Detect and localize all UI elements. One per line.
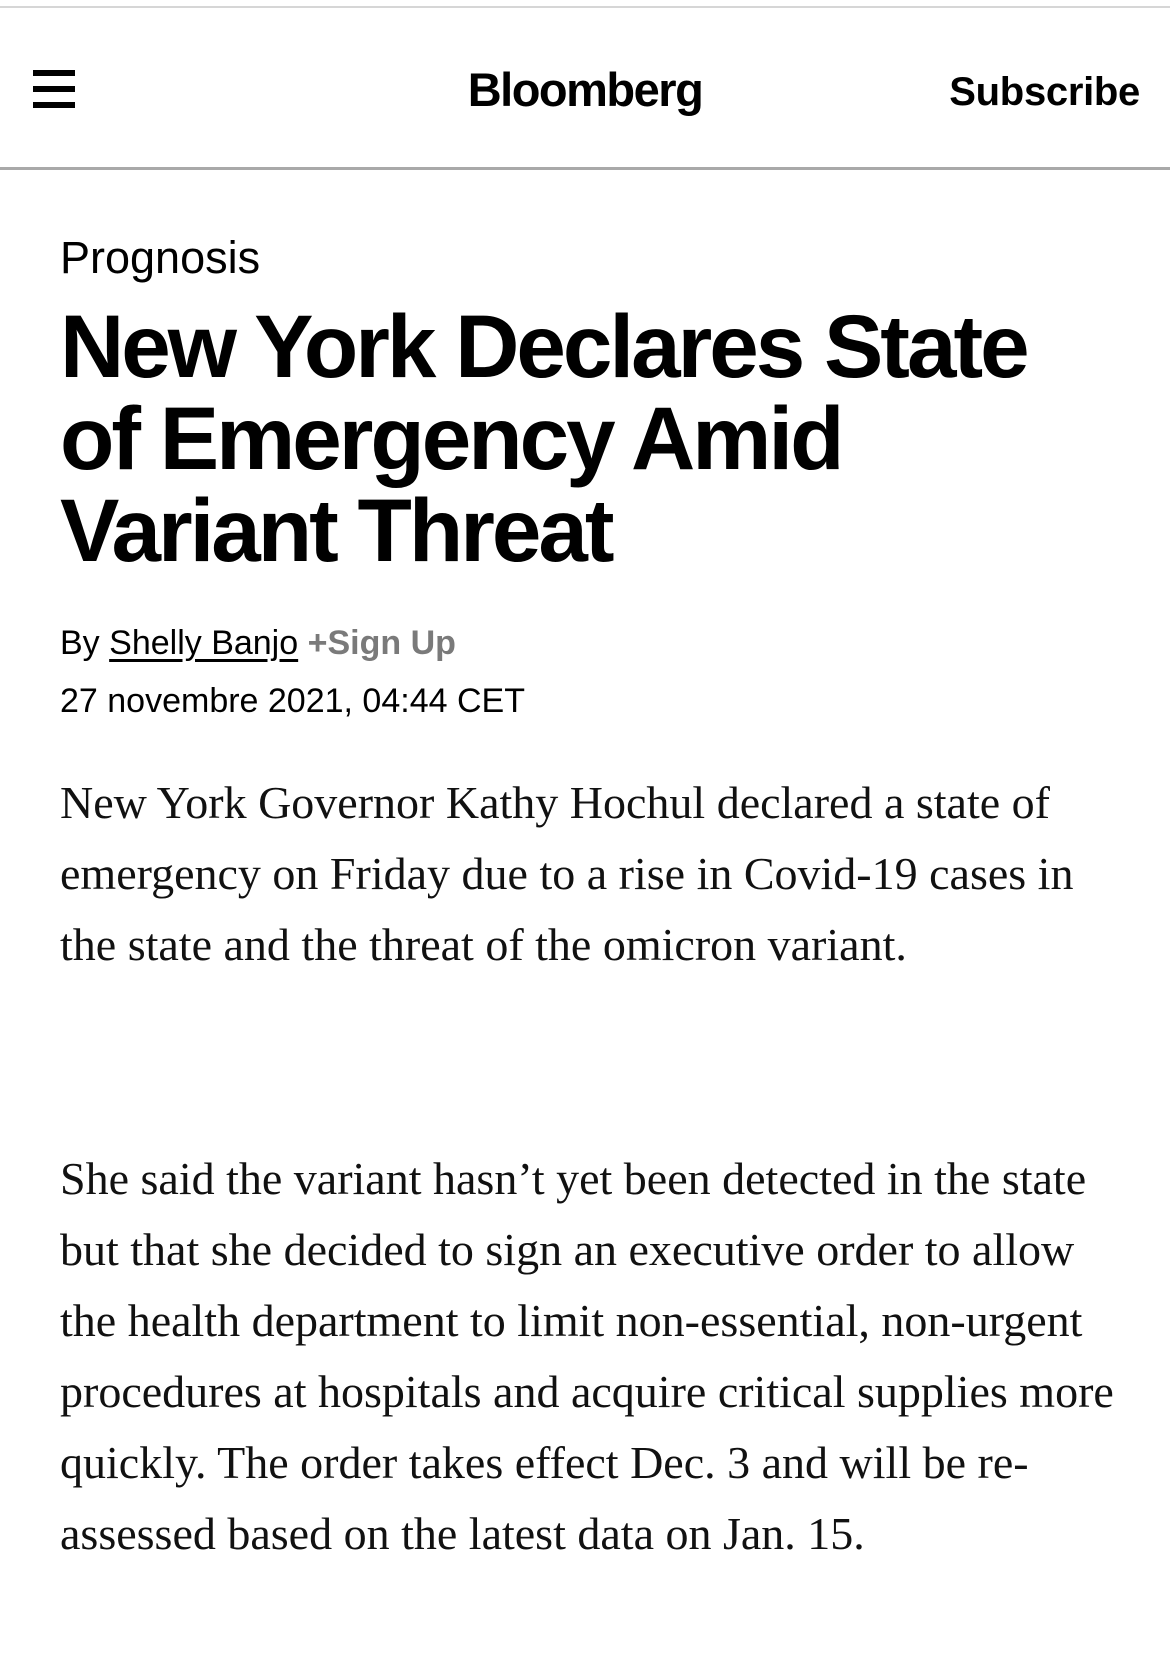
- author-signup-link[interactable]: +Sign Up: [307, 624, 456, 662]
- byline: [60, 624, 456, 663]
- site-header: [0, 8, 1170, 170]
- article-paragraph: She said the variant hasn’t yet been detected in the state but that she decided to sign an executive order to allow the health department to limit non-essential, non-urgent procedures at hospitals and acquire critical supplies more quickly. The order takes effect Dec. 3 and will be re-assessed based on the latest data on Jan. 15.: [60, 1153, 1114, 1559]
- bloomberg-logo[interactable]: Bloomberg: [467, 63, 703, 116]
- author-link[interactable]: Shelly Banjo: [109, 624, 299, 662]
- article-headline: New York Declares State of Emergency Amid Variant Threat: [60, 296, 1027, 580]
- article-paragraph: New York Governor Kathy Hochul declared a state of emergency on Friday due to a rise in Covid-19 cases in the state and the threat of the omicron variant.: [60, 777, 1074, 970]
- article-kicker[interactable]: Prognosis: [60, 232, 261, 283]
- subscribe-button[interactable]: Subscribe: [949, 70, 1140, 114]
- byline-prefix: By: [60, 624, 100, 662]
- publish-timestamp: 27 novembre 2021, 04:44 CET: [60, 682, 525, 720]
